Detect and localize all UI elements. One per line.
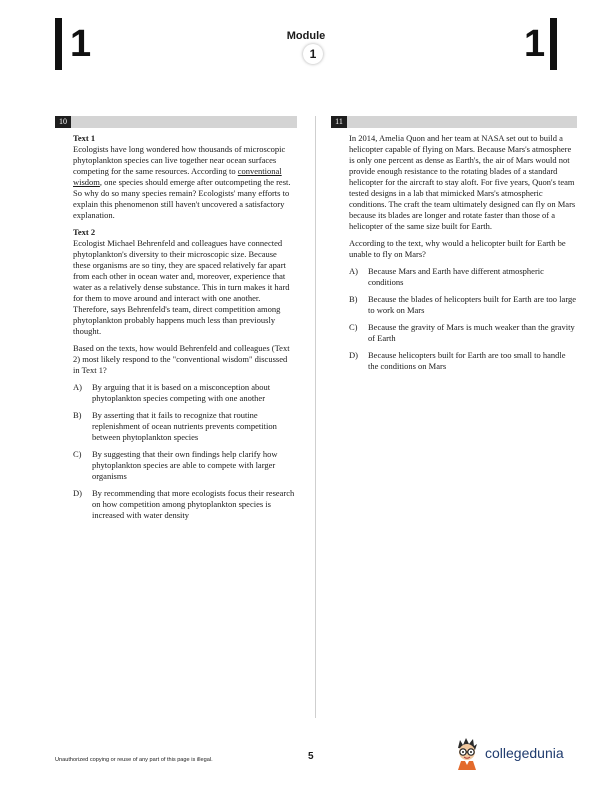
header-left-bar xyxy=(55,18,62,70)
question-10-bar xyxy=(55,116,297,128)
question-11 xyxy=(349,133,577,378)
answer-option-d[interactable]: D) Because helicopters built for Earth are too small to handle the conditions on Mars xyxy=(349,350,566,371)
text2-body: Ecologist Michael Behrenfeld and colleagues have connected phytoplankton's diversity to their microscopic size. Because these organisms are so tiny, they are spaced relatively far apart from each other in ocean water and, moreover, experience that water as a relatively dense substance. This in turn makes it hard for them to move around and interact with one another. Therefore, says Behrenfeld's team, direct competition among phytoplankton probably happens much less than previously thought. xyxy=(73,238,290,336)
question-11-number: 11 xyxy=(331,116,347,128)
brand-logo xyxy=(452,735,564,771)
question-10-number: 10 xyxy=(55,116,71,128)
answer-option-a[interactable]: A) By arguing that it is based on a misconception about phytoplankton species competing with one another xyxy=(73,382,271,403)
module-number-badge: 1 xyxy=(303,44,323,64)
answer-option-c[interactable]: C) By suggesting that their own findings help clarify how phytoplankton species are able to compete with larger organisms xyxy=(73,449,278,481)
copyright-notice: Unauthorized copying or reuse of any part of this page is illegal. xyxy=(55,757,213,763)
text1-heading: Text 1 xyxy=(73,133,96,143)
conventional-wisdom-underline: conventional wisdom xyxy=(73,166,282,187)
question-10 xyxy=(73,133,295,527)
brand-name: collegedunia xyxy=(485,745,564,761)
header-right-number: 1 xyxy=(524,23,546,65)
header-left-number: 1 xyxy=(70,23,92,65)
page-number: 5 xyxy=(308,751,314,762)
column-divider xyxy=(315,116,316,718)
text2-heading: Text 2 xyxy=(73,227,96,237)
question-11-passage: In 2014, Amelia Quon and her team at NASA set out to build a helicopter capable of flying on Mars. Because Mars's atmosphere is only one percent as dense as Earth's, the air of Mars would not provide enough resistance to the rotating blades of a standard helicopter for the aircraft to stay aloft. For five years, Quon's team tested designs in a lab that mimicked Mars's atmospheric conditions. The craft the team ultimately designed can fly on Mars because its blades are longer and rotate faster than those of a helicopter of the same size built for Earth. xyxy=(349,133,576,231)
text1-body: Ecologists have long wondered how thousands of microscopic phytoplankton species can live together near ocean surfaces competing for the same resources. According to conventional wisdom, one species should emerge after outcompeting the rest. So why do so many species remain? Ecologists' many efforts to explain this phenomenon still haven't uncovered a satisfactory explanation. xyxy=(73,144,291,220)
header-right-bar xyxy=(550,18,557,70)
question-11-bar xyxy=(331,116,577,128)
answer-option-d[interactable]: D) By recommending that more ecologists focus their research on how competition among phytoplankton species is increased with water density xyxy=(73,488,295,520)
answer-option-a[interactable]: A) Because Mars and Earth have different atmospheric conditions xyxy=(349,266,544,287)
mascot-icon xyxy=(452,736,482,770)
question-11-prompt: According to the text, why would a helicopter built for Earth be unable to fly on Mars? xyxy=(349,238,566,259)
answer-option-b[interactable]: B) Because the blades of helicopters built for Earth are too large to work on Mars xyxy=(349,294,577,315)
module-label: Module xyxy=(286,30,326,42)
answer-option-c[interactable]: C) Because the gravity of Mars is much weaker than the gravity of Earth xyxy=(349,322,575,343)
answer-option-b[interactable]: B) By asserting that it fails to recognize that routine replenishment of ocean nutrients prevents competition between phytoplankton species xyxy=(73,410,277,442)
question-10-prompt: Based on the texts, how would Behrenfeld and colleagues (Text 2) most likely respond to the "conventional wisdom" discussed in Text 1? xyxy=(73,343,290,375)
